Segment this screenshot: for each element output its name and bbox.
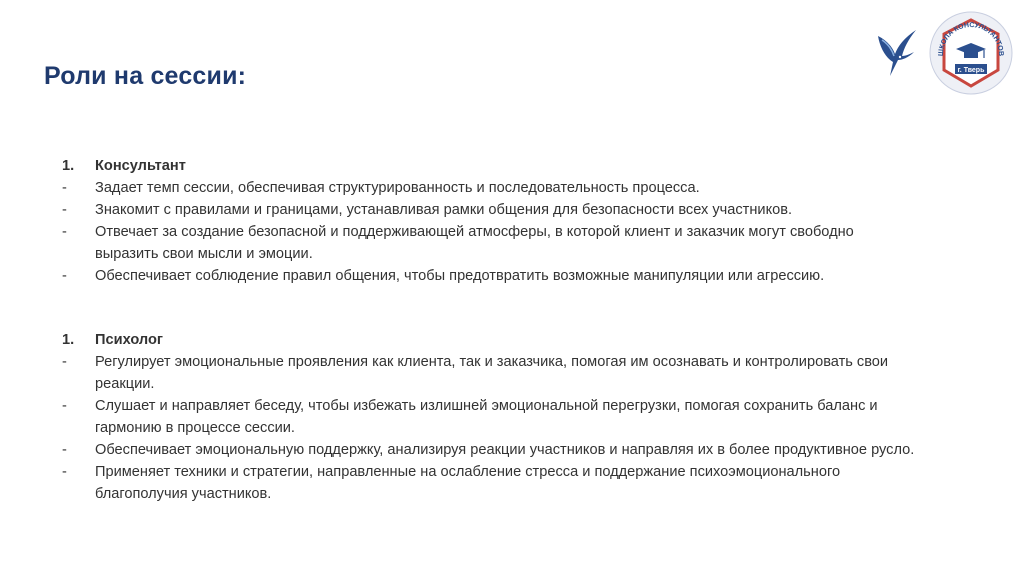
role-section-psychologist — [62, 329, 992, 505]
badge-arc-text: ШКОЛА КОНСУЛЬТАНТОВ — [937, 21, 1005, 57]
item-text: Отвечает за создание безопасной и поддерживающей атмосферы, в которой клиент и заказчик могут свободно — [95, 224, 854, 240]
school-logo-badge — [928, 10, 1014, 96]
list-number: 1. — [62, 332, 75, 348]
list-item — [62, 439, 992, 461]
bullet-dash: - — [62, 180, 67, 196]
item-text: Задает темп сессии, обеспечивая структурированность и последовательность процесса. — [95, 180, 700, 196]
bullet-dash: - — [62, 268, 67, 284]
list-item — [62, 221, 992, 265]
list-item — [62, 351, 992, 395]
role-section-consultant — [62, 155, 992, 287]
item-text-continued: выразить свои мысли и эмоции. — [95, 246, 313, 262]
item-text: Применяет техники и стратегии, направленные на ослабление стресса и поддержание психоэмоционального — [95, 464, 841, 480]
role-heading — [62, 155, 992, 177]
role-heading — [62, 329, 992, 351]
bullet-dash: - — [62, 354, 67, 370]
item-text-continued: гармонию в процессе сессии. — [95, 420, 295, 436]
badge-city-text: г. Тверь — [957, 67, 985, 74]
list-item — [62, 395, 992, 439]
item-text: Обеспечивает эмоциональную поддержку, анализируя реакции участников и направляя их в более продуктивное русло. — [95, 442, 915, 458]
roles-content — [62, 155, 992, 505]
item-text: Знакомит с правилами и границами, устанавливая рамки общения для безопасности всех участников. — [95, 202, 793, 218]
hummingbird-icon — [872, 26, 920, 78]
item-text: Обеспечивает соблюдение правил общения, чтобы предотвратить возможные манипуляции или агрессию. — [95, 268, 825, 284]
slide-title: Роли на сессии: — [44, 62, 247, 90]
item-text-continued: реакции. — [95, 376, 155, 392]
role-title: Консультант — [95, 158, 186, 174]
item-text-continued: благополучия участников. — [95, 486, 272, 502]
list-number: 1. — [62, 158, 75, 174]
role-title: Психолог — [95, 332, 163, 348]
list-item — [62, 199, 992, 221]
list-item — [62, 177, 992, 199]
bullet-dash: - — [62, 202, 67, 218]
bullet-dash: - — [62, 442, 67, 458]
bullet-dash: - — [62, 224, 67, 240]
item-text: Регулирует эмоциональные проявления как клиента, так и заказчика, помогая им осознавать и контролировать свои — [95, 354, 889, 370]
list-item — [62, 461, 992, 505]
bullet-dash: - — [62, 464, 67, 480]
item-text: Слушает и направляет беседу, чтобы избежать излишней эмоциональной перегрузки, помогая сохранить баланс и — [95, 398, 878, 414]
bullet-dash: - — [62, 398, 67, 414]
list-item — [62, 265, 992, 287]
